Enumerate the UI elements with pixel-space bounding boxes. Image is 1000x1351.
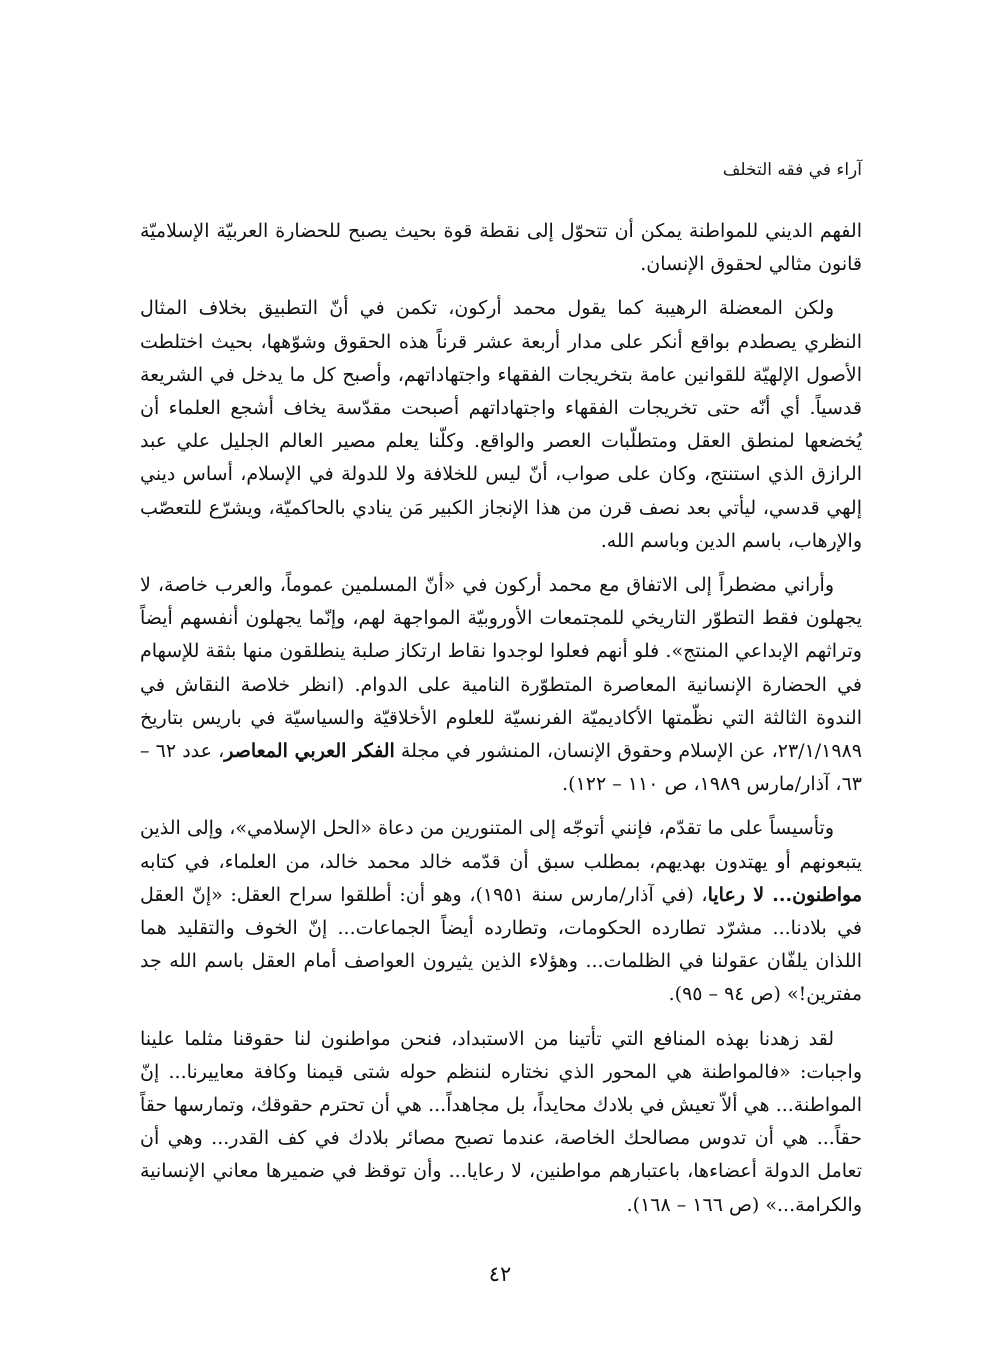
running-header: آراء في فقه التخلف <box>722 160 862 180</box>
journal-title: الفكر العربي المعاصر <box>224 740 395 763</box>
paragraph-1 <box>140 215 862 281</box>
page-number: ٤٢ <box>488 1262 512 1286</box>
paragraph-text: ولكن المعضلة الرهيبة كما يقول محمد أركون، تكمن في أنّ التطبيق بخلاف المثال النظري يصطدم بواقع أنكر على مدار أربعة عشر قرناً هذه الحقوق وشوّهها، بحيث اختلطت الأصول الإلهيّة للقوانين عامة بتخريجات الفقهاء واجتهاداتهم، وأصبح كل ما يدخل في الشريعة قدسياً. أي أنّه حتى تخريجات الفقهاء واجتهاداتهم أصبحت مقدّسة يخاف أشجع العلماء أن يُخضعها لمنطق العقل ومتطلّبات العصر والواقع. وكلّنا يعلم مصير العالم الجليل علي عبد الرازق الذي استنتج، وكان على صواب، أنّ ليس للخلافة ولا للدولة في الإسلام، أساس ديني إلهي قدسي، ليأتي بعد نصف قرن من هذا الإنجاز الكبير مَن ينادي بالحاكميّة، ويشرّع للتعصّب والإرهاب، باسم الدين وباسم الله. <box>140 297 862 552</box>
paragraph-text: ، عدد ٦٢ – ٦٣، آذار/مارس ١٩٨٩، ص ١١٠ – ١٢٢). <box>140 740 862 796</box>
paragraph-text: الفهم الديني للمواطنة يمكن أن تتحوّل إلى نقطة قوة بحيث يصبح للحضارة العربيّة الإسلاميّة قانون مثالي لحقوق الإنسان. <box>140 220 862 276</box>
paragraph-text: وتأسيساً على ما تقدّم، فإنني أتوجّه إلى المتنورين من دعاة «الحل الإسلامي»، وإلى الذين يتبعونهم أو يهتدون بهديهم، بمطلب سبق أن قدّمه خالد محمد خالد، من العلماء، في كتابه <box>140 817 862 873</box>
book-title: مواطنون... لا رعايا <box>707 883 862 906</box>
paragraph-2 <box>140 292 862 558</box>
paragraph-text: ، (في آذار/مارس سنة ١٩٥١)، وهو أن: أطلقوا سراح العقل: «إنّ العقل في بلادنا... مشرّد تطارده الحكومات، وتطارده أيضاً الجماعات... إنّ الخوف والتقليد هما اللذان يلفّان عقولنا في الظلمات... وهؤلاء الذين يثيرون العواصف أمام العقل باسم الله جد مفترين!» (ص ٩٤ – ٩٥). <box>140 883 862 1006</box>
body-text <box>140 215 862 1233</box>
paragraph-3 <box>140 569 862 801</box>
paragraph-text: لقد زهدنا بهذه المنافع التي تأتينا من الاستبداد، فنحن مواطنون لنا حقوقنا مثلما علينا واجبات: «فالمواطنة هي المحور الذي نختاره لننظم حوله شتى قيمنا وكافة معاييرنا... إنّ المواطنة... هي ألاّ تعيش في بلادك محايداً، بل مجاهداً... هي أن تحترم حقوقك، وتمارسها حقاً حقاً... هي أن تدوس مصالحك الخاصة، عندما تصبح مصائر بلادك في كف القدر... وهي أن تعامل الدولة أعضاءها، باعتبارهم مواطنين، لا رعايا... وأن توقظ في ضميرها معاني الإنسانية والكرامة...» (ص ١٦٦ – ١٦٨). <box>140 1027 862 1216</box>
paragraph-4 <box>140 812 862 1011</box>
paragraph-text: وأراني مضطراً إلى الاتفاق مع محمد أركون في «أنّ المسلمين عموماً، والعرب خاصة، لا يجهلون فقط التطوّر التاريخي للمجتمعات الأوروبيّة المواجهة لهم، وإنّما يجهلون أنفسهم أيضاً وتراثهم الإبداعي المنتج». فلو أنهم فعلوا لوجدوا نقاط ارتكاز صلبة ينطلقون منها بثقة للإسهام في الحضارة الإنسانية المعاصرة المتطوّرة النامية على الدوام. (انظر خلاصة النقاش في الندوة الثالثة التي نظّمتها الأكاديميّة الفرنسيّة للعلوم الأخلاقيّة والسياسيّة في باريس بتاريخ ٢٣/١/١٩٨٩، عن الإسلام وحقوق الإنسان، المنشور في مجلة <box>140 574 863 763</box>
paragraph-5 <box>140 1023 862 1222</box>
